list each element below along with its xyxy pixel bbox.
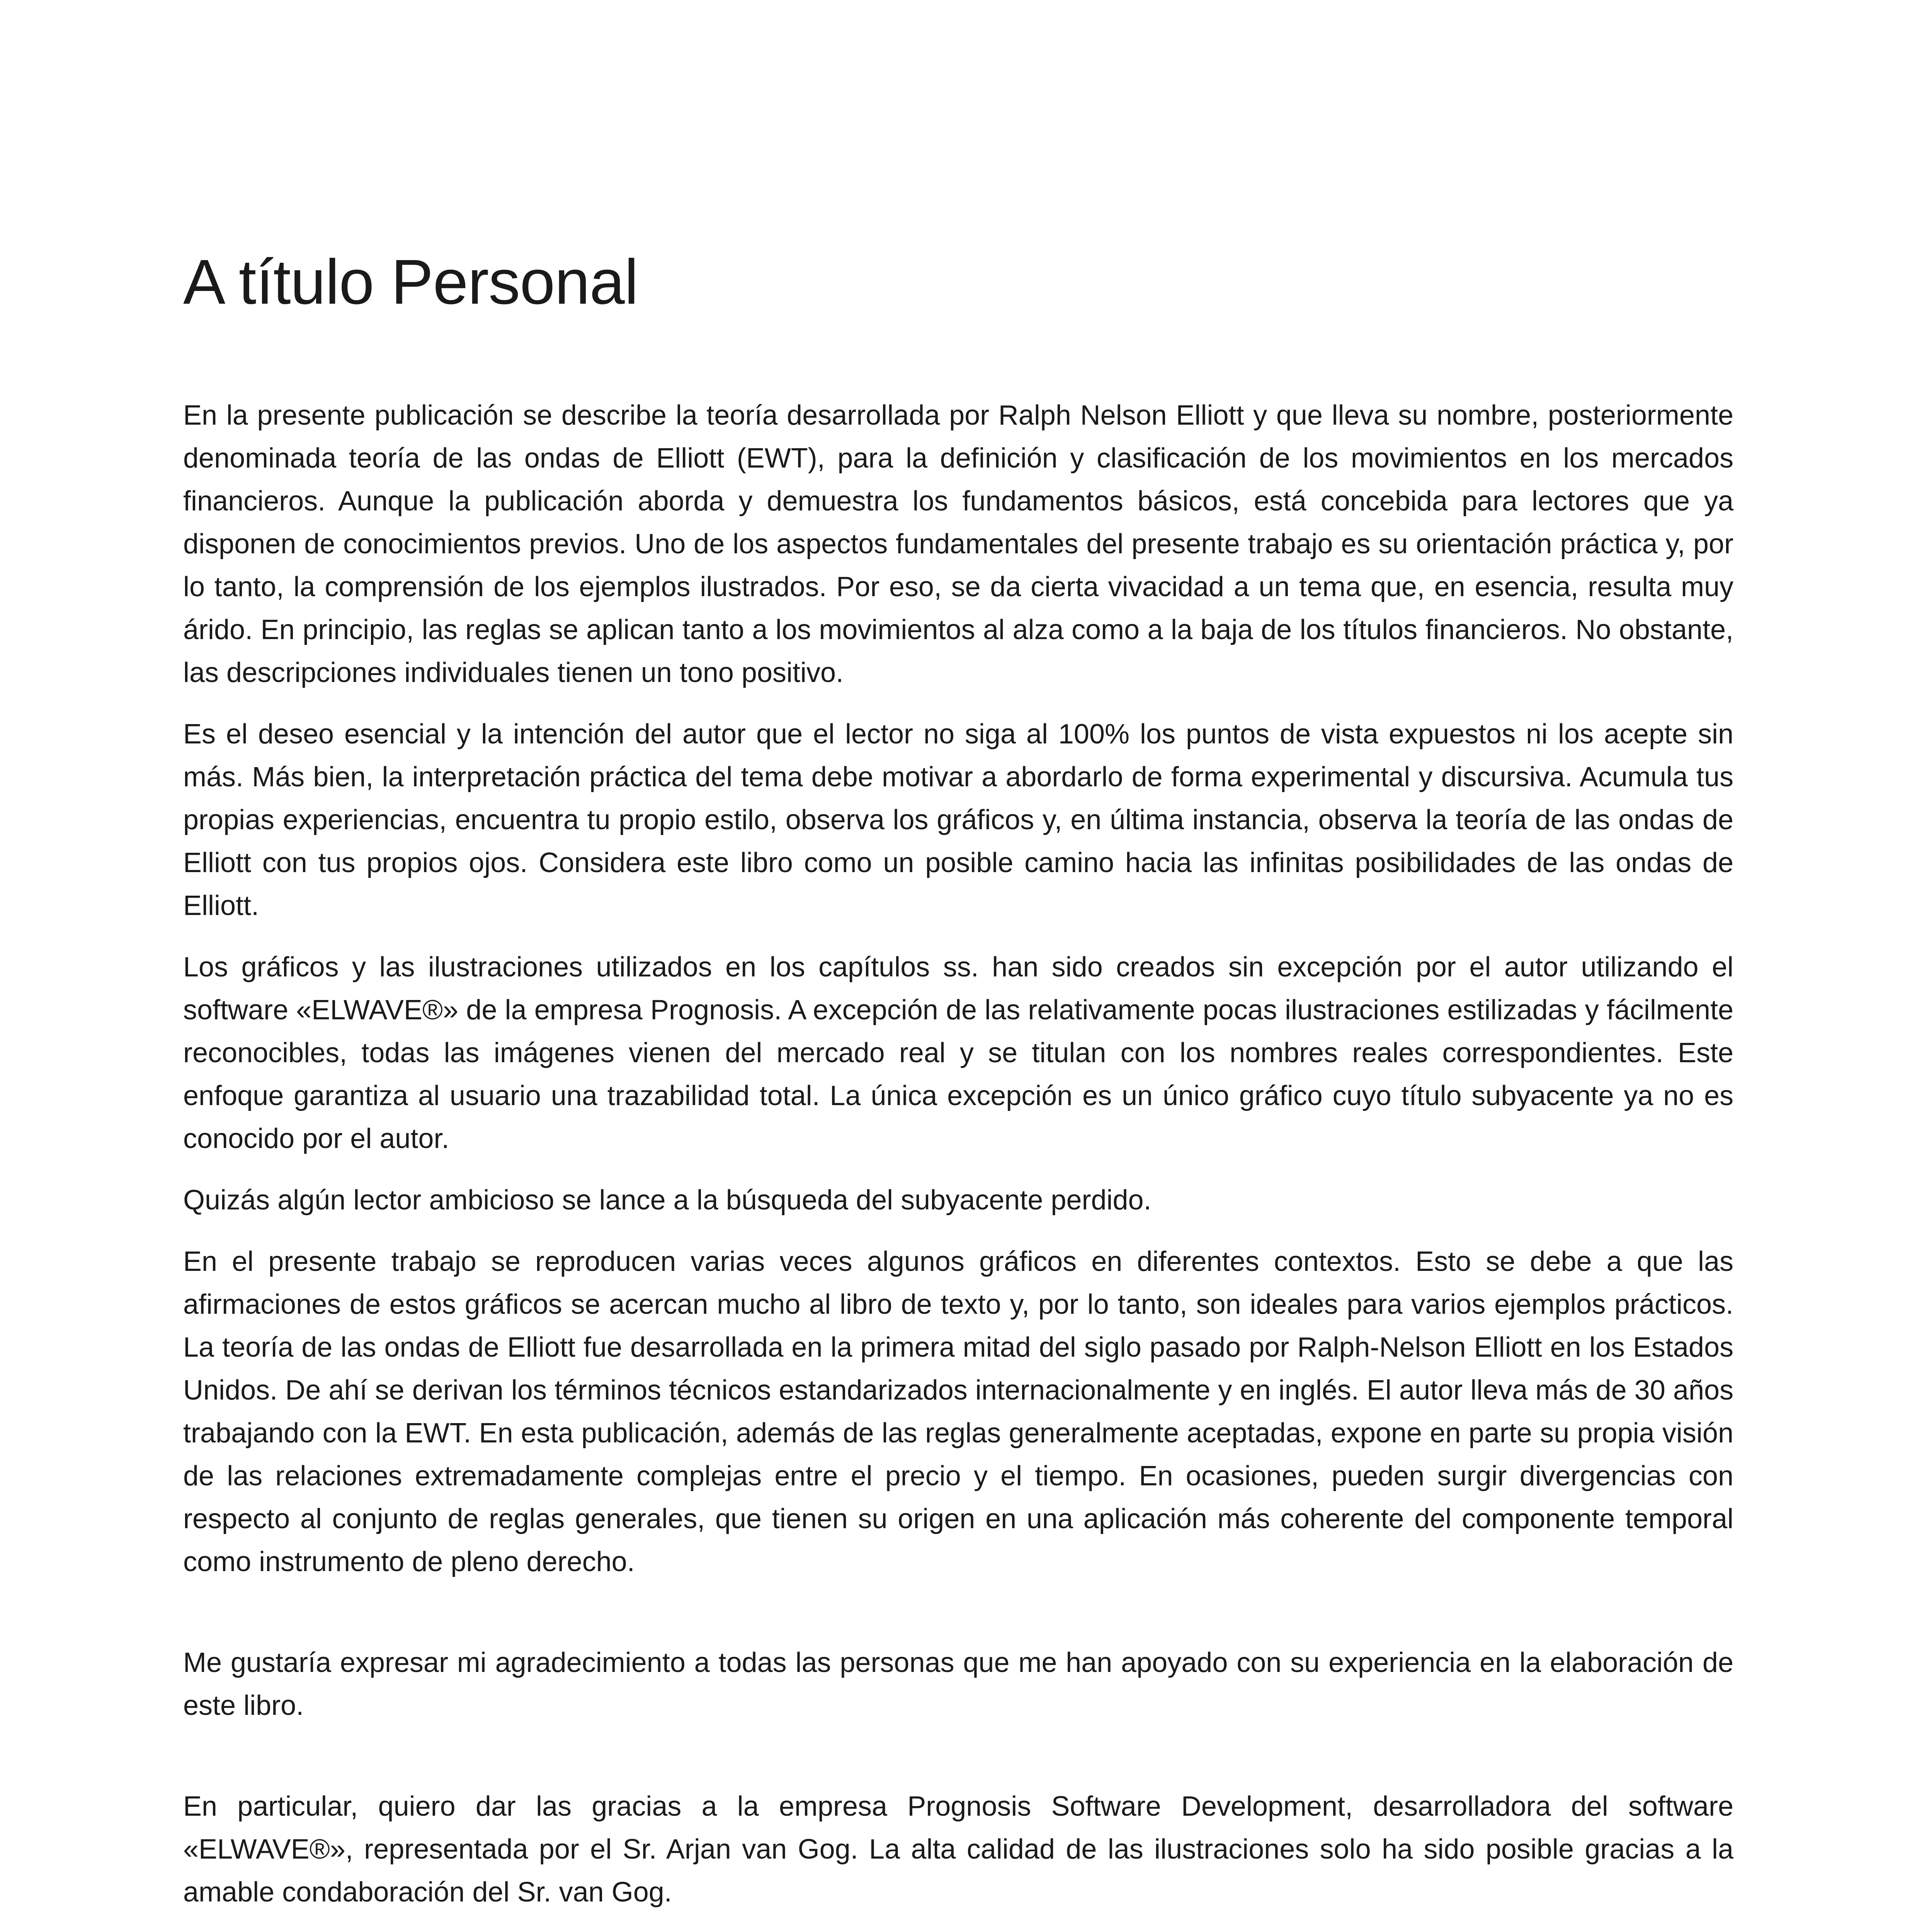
paragraph-lost-underlying: Quizás algún lector ambicioso se lance a la búsqueda del subyacente perdido. (183, 1185, 1152, 1216)
body-text (183, 394, 1733, 1932)
paragraph-author-intention: Es el deseo esencial y la intención del autor que el lector no siga al 100% los puntos de vista expuestos ni los acepte sin más. Más bien, la interpretación práctica del tema debe motivar a abordarlo de forma experimental y discursiva. Acumula tus propias experiencias, encuentra tu propio estilo, observa los gráficos y, en última instancia, observa la teoría de las ondas de Elliott con tus propios ojos. Considera este libro como un posible camino hacia las infinitas posibilidades de las ondas de Elliott. (183, 719, 1733, 921)
paragraph-introduction: En la presente publicación se describe la teoría desarrollada por Ralph Nelson Elliott y que lleva su nombre, posteriormente denominada teoría de las ondas de Elliott (EWT), para la definición y clasificación de los movimientos en los mercados financieros. Aunque la publicación aborda y demuestra los fundamentos básicos, está concebida para lectores que ya disponen de conocimientos previos. Uno de los aspectos fundamentales del presente trabajo es su orientación práctica y, por lo tanto, la comprensión de los ejemplos ilustrados. Por eso, se da cierta vivacidad a un tema que, en esencia, resulta muy árido. En principio, las reglas se aplican tanto a los movimientos al alza como a la baja de los títulos financieros. No obstante, las descripciones individuales tienen un tono positivo. (183, 400, 1733, 688)
paragraph-charts-source: Los gráficos y las ilustraciones utilizados en los capítulos ss. han sido creados sin excepción por el autor utilizando el software «ELWAVE®» de la empresa Prognosis. A excepción de las relativamente pocas ilustraciones estilizadas y fácilmente reconocibles, todas las imágenes vienen del mercado real y se titulan con los nombres reales correspondientes. Este enfoque garantiza al usuario una trazabilidad total. La única excepción es un único gráfico cuyo título subyacente ya no es conocido por el autor. (183, 952, 1733, 1154)
page-title: A título Personal (183, 247, 638, 317)
paragraph-thanks-prognosis: En particular, quiero dar las gracias a la empresa Prognosis Software Development, desarrolladora del software «ELWAVE®», representada por el Sr. Arjan van Gog. La alta calidad de las ilustraciones solo ha sido posible gracias a la amable condaboración del Sr. van Gog. (183, 1791, 1733, 1908)
paragraph-repeated-charts: En el presente trabajo se reproducen varias veces algunos gráficos en diferentes contextos. Esto se debe a que las afirmaciones de estos gráficos se acercan mucho al libro de texto y, por lo tanto, son ideales para varios ejemplos prácticos. La teoría de las ondas de Elliott fue desarrollada en la primera mitad del siglo pasado por Ralph-Nelson Elliott en los Estados Unidos. De ahí se derivan los términos técnicos estandarizados internacionalmente y en inglés. El autor lleva más de 30 años trabajando con la EWT. En esta publicación, además de las reglas generalmente aceptadas, expone en parte su propia visión de las relaciones extremadamente complejas entre el precio y el tiempo. En ocasiones, pueden surgir divergencias con respecto al conjunto de reglas generales, que tienen su origen en una aplicación más coherente del componente temporal como instrumento de pleno derecho. (183, 1246, 1733, 1577)
paragraph-acknowledgement: Me gustaría expresar mi agradecimiento a todas las personas que me han apoyado con su experiencia en la elaboración de este libro. (183, 1647, 1733, 1721)
